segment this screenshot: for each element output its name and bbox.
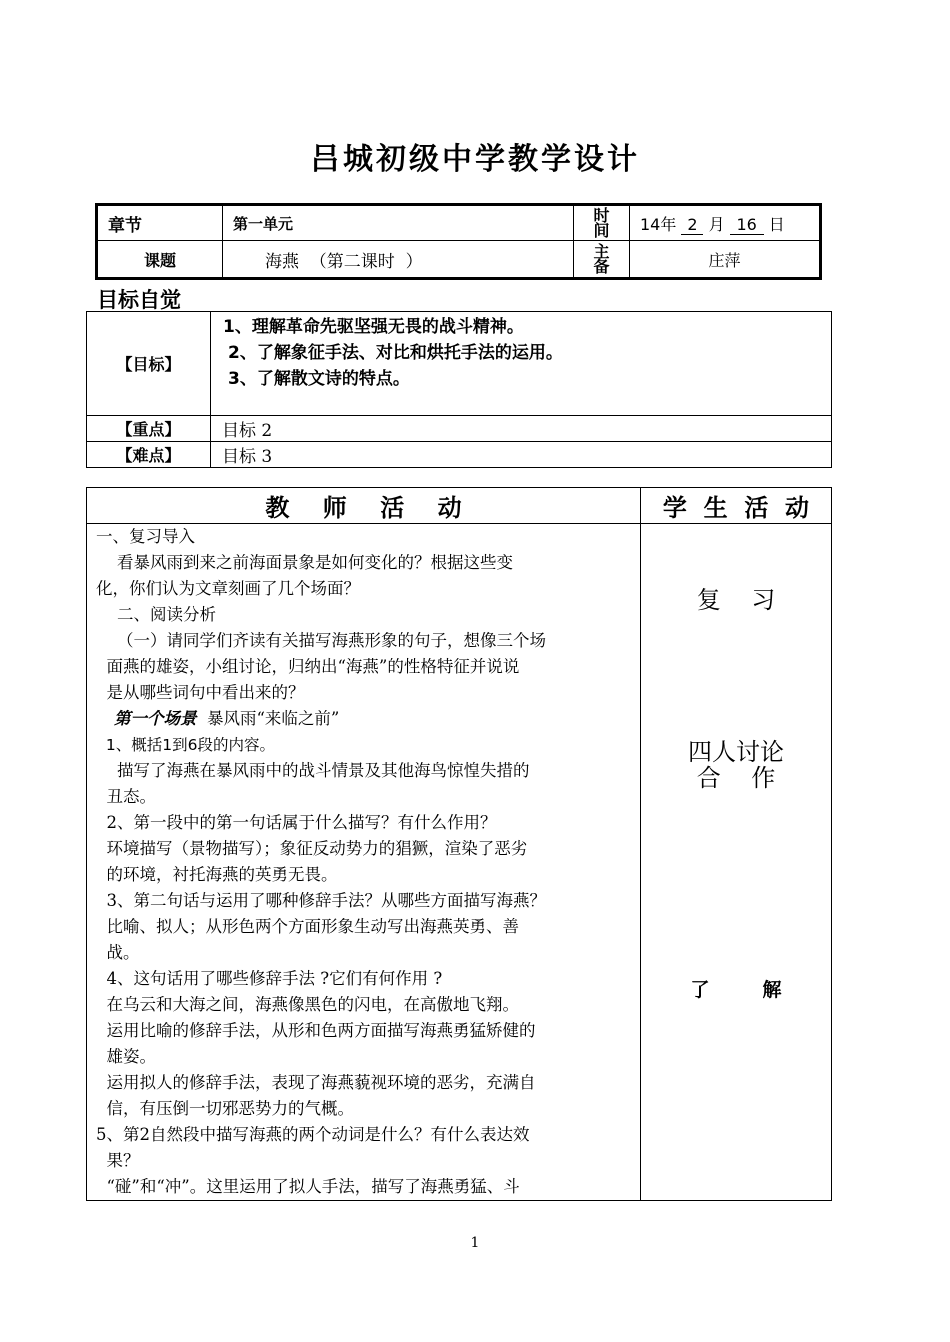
prep-label-2: 备	[593, 257, 610, 276]
teacher-line: 丑态。	[96, 787, 156, 806]
teacher-line: （一）请同学们齐读有关描写海燕形象的句子，想像三个场	[96, 631, 546, 650]
difficulty-label: 【难点】	[87, 442, 211, 468]
time-label-2: 间	[593, 221, 610, 240]
key-point-value: 目标 2	[211, 416, 832, 442]
student-note-understand: 了 解	[690, 979, 782, 1001]
goal-item-3: 3、了解散文诗的特点。	[228, 369, 410, 389]
teacher-line: 4、这句话用了哪些修辞手法 ?它们有何作用 ?	[96, 969, 443, 988]
teacher-line: 果？	[96, 1151, 140, 1170]
teacher-line: 环境描写（景物描写）；象征反动势力的猖獗，渲染了恶劣	[96, 839, 528, 858]
key-point-label: 【重点】	[87, 416, 211, 442]
student-note-discuss: 四人讨论	[688, 738, 784, 766]
date-year-suffix: 年	[660, 214, 677, 234]
prep-label-1: 主	[593, 242, 610, 261]
teacher-line: 在乌云和大海之间，海燕像黑色的闪电，在高傲地飞翔。	[96, 995, 519, 1014]
document-title: 吕城初级中学教学设计	[310, 142, 640, 177]
teacher-line: “碰”和“冲”。这里运用了拟人手法，描写了海燕勇猛、斗	[96, 1177, 520, 1196]
section-heading: 目标自觉	[97, 288, 181, 312]
teacher-line: 的环境，衬托海燕的英勇无畏。	[96, 865, 338, 884]
goal-label: 【目标】	[87, 312, 211, 416]
teacher-line: 信，有压倒一切邪恶势力的气概。	[96, 1099, 354, 1118]
chapter-value: 第一单元	[223, 205, 574, 241]
teacher-line: 运用拟人的修辞手法，表现了海燕藐视环境的恶劣，充满自	[96, 1073, 536, 1092]
teacher-line: 2、第一段中的第一句话属于什么描写？有什么作用？	[96, 813, 497, 832]
goal-item-1: 1、理解革命先驱坚强无畏的战斗精神。	[223, 317, 524, 337]
prep-label	[574, 241, 630, 279]
scene-title: 第一个场景	[114, 709, 197, 728]
lesson-info-table	[95, 203, 822, 280]
teacher-line: 二、阅读分析	[96, 605, 216, 624]
date-month-suffix: 月	[708, 214, 725, 234]
teacher-line: 看暴风雨到来之前海面景象是如何变化的？根据这些变	[96, 553, 513, 572]
scene-subtitle: 暴风雨“来临之前”	[196, 709, 340, 728]
goal-list	[211, 312, 832, 416]
scene-heading	[96, 706, 640, 732]
teacher-line: 运用比喻的修辞手法，从形和色两方面描写海燕勇猛矫健的	[96, 1021, 536, 1040]
student-activity-content	[641, 524, 832, 1201]
goals-table	[86, 311, 832, 468]
student-note-review: 复 习	[696, 586, 776, 614]
student-note-cooperate: 合 作	[696, 764, 776, 792]
teacher-activity-content	[87, 524, 641, 1201]
teacher-line: 3、第二句话与运用了哪种修辞手法？从哪些方面描写海燕？	[96, 891, 546, 910]
chapter-label: 章节	[97, 205, 223, 241]
teacher-line: 雄姿。	[96, 1047, 156, 1066]
teacher-line: 化，你们认为文章刻画了几个场面？	[96, 579, 360, 598]
date-month: 2	[681, 215, 703, 235]
time-label	[574, 205, 630, 241]
date-day-suffix: 日	[768, 214, 785, 234]
teacher-line: 1、概括1到6段的内容。	[96, 736, 275, 754]
prep-value: 庄萍	[630, 241, 821, 279]
teacher-line: 描写了海燕在暴风雨中的战斗情景及其他海鸟惊惶失措的	[96, 761, 530, 780]
goal-item-2: 2、了解象征手法、对比和烘托手法的运用。	[228, 343, 563, 363]
teacher-line: 是从哪些词句中看出来的？	[96, 683, 305, 702]
date-year: 14	[640, 214, 661, 234]
page-number: 1	[470, 1235, 480, 1251]
student-activity-header: 学 生 活 动	[641, 488, 832, 524]
topic-label: 课题	[97, 241, 223, 279]
time-label-1: 时	[593, 206, 610, 225]
date-day: 16	[730, 215, 764, 235]
teacher-line: 一、复习导入	[96, 527, 195, 546]
teacher-activity-header: 教 师 活 动	[87, 488, 641, 524]
date-cell	[630, 205, 821, 241]
teacher-line: 5、第2自然段中描写海燕的两个动词是什么？有什么表达效	[96, 1125, 530, 1144]
teacher-line: 战。	[96, 943, 140, 962]
teacher-line: 面燕的雄姿，小组讨论，归纳出“海燕”的性格特征并说说	[96, 657, 520, 676]
teacher-line: 比喻、拟人；从形色两个方面形象生动写出海燕英勇、善	[96, 917, 519, 936]
topic-value: 海燕 （第二课时 ）	[223, 241, 574, 279]
activity-table	[86, 487, 832, 1201]
difficulty-value: 目标 3	[211, 442, 832, 468]
